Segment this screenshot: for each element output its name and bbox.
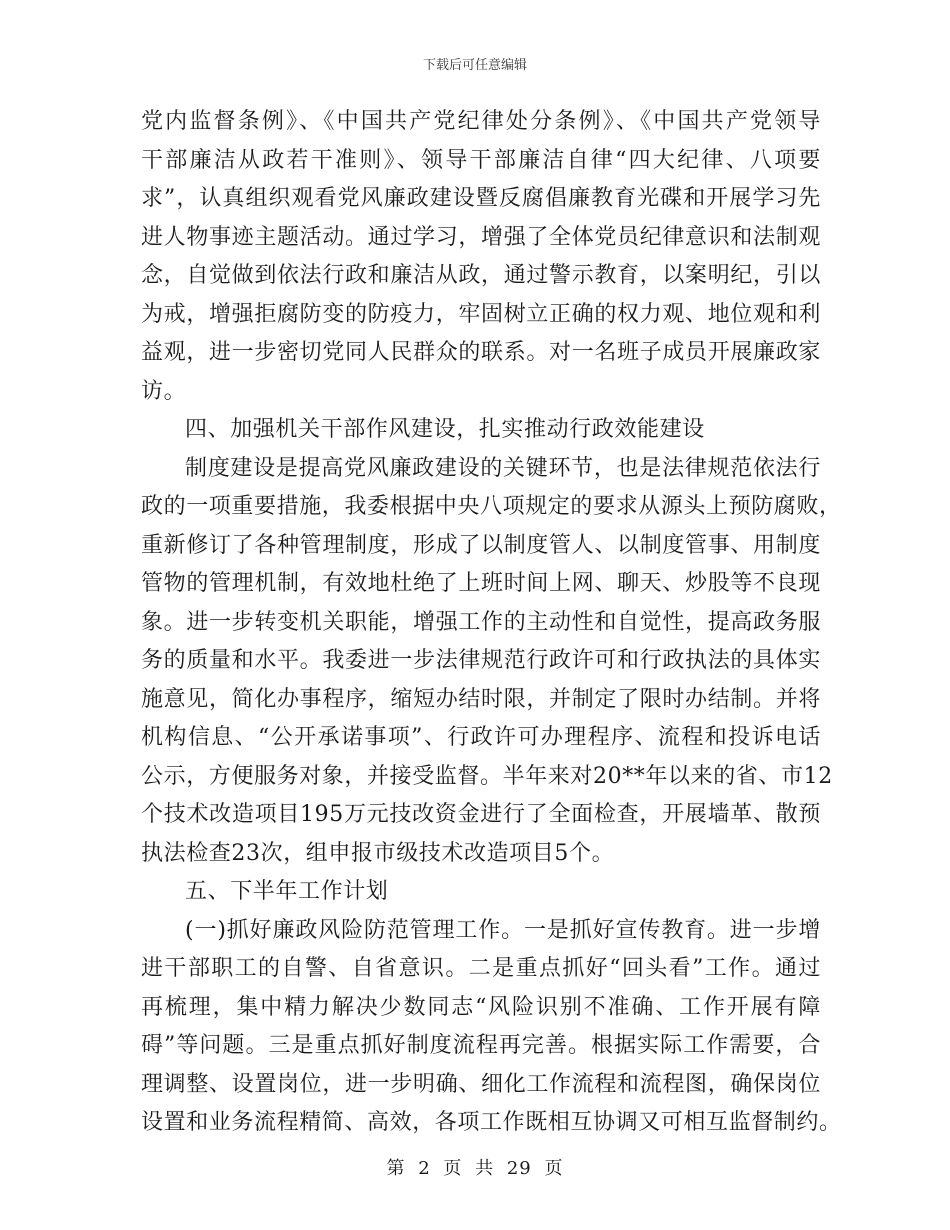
text-line: 求”，认真组织观看党风廉政建设暨反腐倡廉教育光碟和开展学习先 [141,186,821,211]
text-line: 理调整、设置岗位，进一步明确、细化工作流程和流程图，确保岗位 [141,1071,821,1097]
text-line: 碍”等问题。三是重点抓好制度流程再完善。根据实际工作需要，合 [141,1033,821,1058]
text-line: 管物的管理机制，有效地杜绝了上班时间上网、聊天、炒股等不良现 [141,571,821,596]
text-line: 念，自觉做到依法行政和廉洁从政，通过警示教育，以案明纪，引以 [141,263,821,288]
text-line: 进干部职工的自警、自省意识。二是重点抓好“回头看”工作。通过 [141,956,821,981]
text-line: 公示，方便服务对象，并接受监督。半年来对20**年以来的省、市12 [141,763,833,789]
text-line: 干部廉洁从政若干准则》、领导干部廉洁自律“四大纪律、八项要 [141,147,821,173]
page-header-note: 下载后可任意编辑 [422,58,527,73]
section-heading: 四、加强机关干部作风建设，扎实推动行政效能建设 [185,417,705,442]
text-line: 再梳理，集中精力解决少数同志“风险识别不准确、工作开展有障 [141,994,821,1020]
document-body [141,103,842,1143]
text-line: 执法检查23次，组申报市级技术改造项目5个。 [141,840,615,866]
text-line: 政的一项重要措施，我委根据中央八项规定的要求从源头上预防腐败， [141,494,842,519]
text-line: 党内监督条例》、《中国共产党纪律处分条例》、《中国共产党领导 [141,109,821,134]
text-line: 务的质量和水平。我委进一步法律规范行政许可和行政执法的具体实 [141,648,821,673]
text-line: 为戒，增强拒腐防变的防疫力，牢固树立正确的权力观、地位观和利 [141,301,821,327]
text-line: 制度建设是提高党风廉政建设的关键环节，也是法律规范依法行 [185,455,821,481]
text-line: 施意见，简化办事程序，缩短办结时限，并制定了限时办结制。并将 [141,686,821,712]
text-line: 设置和业务流程精简、高效，各项工作既相互协调又可相互监督制约。 [141,1110,842,1135]
section-heading: 五、下半年工作计划 [185,879,389,904]
text-line: 个技术改造项目195万元技改资金进行了全面检查，开展墙革、散预 [141,802,821,827]
text-line: 益观，进一步密切党同人民群众的联系。对一名班子成员开展廉政家 [141,340,821,365]
text-line: 重新修订了各种管理制度，形成了以制度管人、以制度管事、用制度 [141,532,821,558]
text-line: 进人物事迹主题活动。通过学习，增强了全体党员纪律意识和法制观 [141,224,821,250]
text-line: 访。 [141,378,187,404]
text-line: 象。进一步转变机关职能，增强工作的主动性和自觉性，提高政务服 [141,609,821,635]
text-line: (一)抓好廉政风险防范管理工作。一是抓好宣传教育。进一步增 [185,917,821,943]
text-line: 机构信息、“公开承诺事项”、行政许可办理程序、流程和投诉电话 [141,725,821,750]
page-number-footer: 第 2 页 共 29 页 [386,1158,564,1179]
